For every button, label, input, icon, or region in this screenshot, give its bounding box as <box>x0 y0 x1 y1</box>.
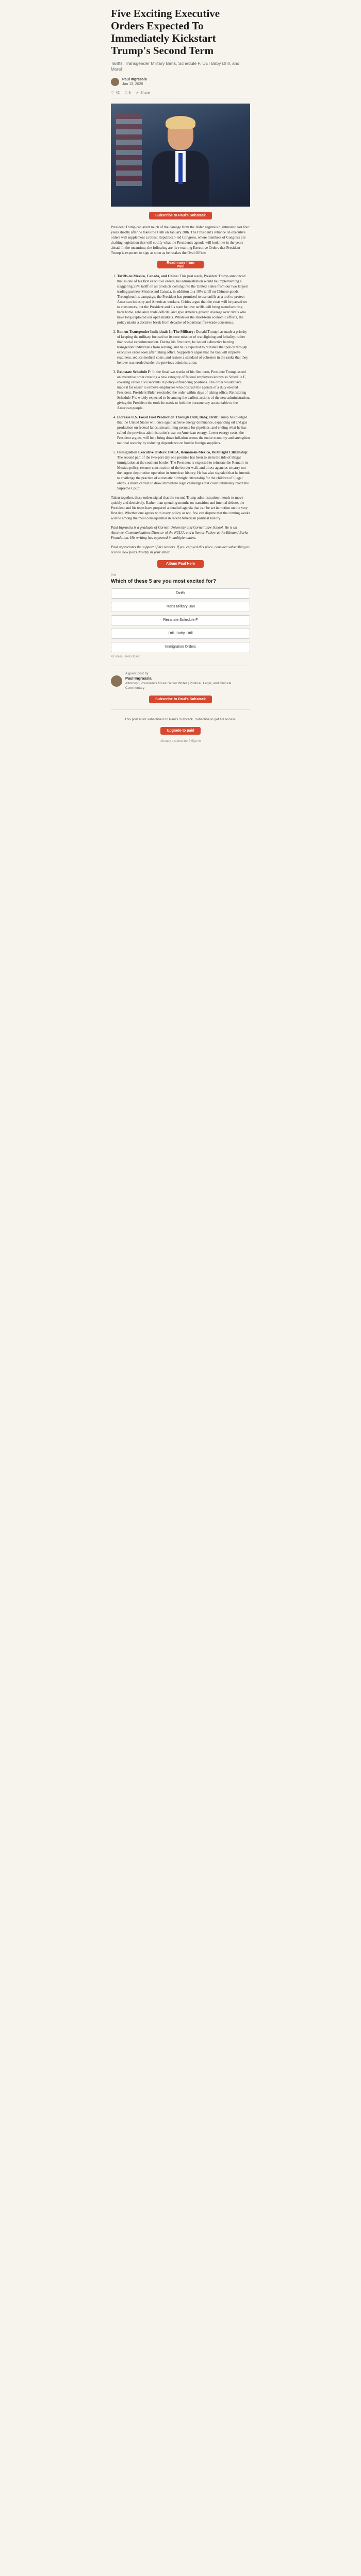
order-title: Immigration Executive Orders: DACA, Remain-in-Mexico, Birthright Citizenship: <box>117 450 249 454</box>
author-bio: Paul Ingrassia is a graduate of Cornell University and Cornell Law School. He is an Attorney, Communications Director of the NCLU, and a Senior Fellow at the Edmund Burke Foundation. His writing has appeared in multiple outlets. <box>111 526 249 540</box>
article-subtitle: Tariffs, Transgender Military Bans, Schedule F, DEI Baby Drill, and More! <box>111 61 240 72</box>
share-icon: ↗ <box>136 91 139 95</box>
article-column <box>111 0 250 743</box>
author-card-name[interactable]: Paul Ingrassia <box>125 676 152 681</box>
action-bar <box>111 91 250 98</box>
poll-label: Poll <box>111 574 117 577</box>
heart-icon: ♡ <box>111 91 114 95</box>
portrait-tie <box>178 153 183 184</box>
author-name[interactable]: Paul Ingrassia <box>122 78 147 81</box>
sign-in-note[interactable]: Already a subscriber? Sign in <box>160 740 201 743</box>
article-body <box>111 225 250 568</box>
order-text: Donald Trump has made a priority of keeping the military focused on its core mission of war-fighting and lethality, rather than social experimentation. During his first term, he issued a directive barring transgender individuals from serving, and he is expected to reinstate that policy through executive order soon after taking office. Supporters argue that the ban will improve readiness, reduce medical costs, and restore a standard of cohesion in the ranks that they believe was eroded under the previous administration. <box>117 330 248 365</box>
author-card-description: Attorney | President's future Senior Writer | Political, Legal, and Cultural Commentary <box>125 682 232 690</box>
order-text: In the final two weeks of his first term, President Trump issued an executive order creating a new category of federal employees known as Schedule F, covering career civil servants in policy-influencing positions. The order would have made it far easier to remove employees who obstruct the agenda of a duly elected President. President Biden rescinded the order within days of taking office. Reinstating Schedule F is widely expected to be among the earliest actions of the new administration, giving the President the tools he needs to hold the bureaucracy accountable to the American people. <box>117 370 250 410</box>
poll-question: Which of these 5 are you most excited for? <box>111 579 216 584</box>
upgrade-button[interactable]: Upgrade to paid <box>160 727 200 735</box>
order-title: Reinstate Schedule F: <box>117 370 152 374</box>
poll <box>111 574 250 658</box>
hero-image[interactable] <box>111 104 250 207</box>
portrait-figure <box>152 119 209 207</box>
share-button[interactable] <box>136 91 150 95</box>
author-card-text <box>125 671 250 690</box>
support-note: Paul appreciates the support of his readers. If you enjoyed this piece, consider subscribing to receive new posts directly in your inbox. <box>111 545 250 554</box>
closing-paragraph: Taken together, these orders signal that the second Trump administration intends to move quickly and decisively. Rather than spending months on transition and internal debate, the President and his team have prepared a detailed agenda that can be set in motion on the very first day. Whether one agrees with every policy or not, few can dispute that the coming weeks will be among the most consequential in recent American political history. <box>111 496 250 520</box>
order-title: Increase U.S. Fossil Fuel Production Through Drill, Baby, Drill: <box>117 415 218 419</box>
order-item <box>117 274 250 325</box>
order-text: This past week, President Trump announced that as one of his first executive orders, his administration would be implementing a staggering 25% tariff on all products coming into the United States from our two largest trading partners Mexico and Canada, in addition to a 10% tariff on Chinese goods. Throughout his campaign, the President has promised to use tariffs as a tool to protect American industry and American workers. Critics argue that the costs will be passed on to consumers, but the President and his team believe tariffs will bring manufacturing back home, rebalance trade deficits, and give America greater leverage over rivals who have long exploited our open markets. Whatever the short-term economic effects, the policy marks a decisive break from decades of bipartisan free-trade consensus. <box>117 274 248 325</box>
author-avatar[interactable] <box>111 78 119 86</box>
order-text: The second part of the two-part day one promise has been to stem the tide of illegal immigration at the southern border. The President is expected to reinstate the Remain-in-Mexico policy, resume construction of the border wall, and direct agencies to carry out the largest deportation operation in American history. He has also signaled that he intends to challenge the practice of automatic birthright citizenship for the children of illegal aliens, a move certain to draw immediate legal challenges that could ultimately reach the Supreme Court. <box>117 455 250 490</box>
order-title: Tariffs on Mexico, Canada, and China: <box>117 274 179 278</box>
intro-paragraph: President Trump can avert much of the damage from the Biden regime's nightmarish last four years shortly after he takes the Oath on January 20th. The President's reliance on executive orders will supplement a robust Republican-led Congress, where members of Congress are drafting legislation that will codify what the President's agenda will look like in the years ahead. In the meantime, the following are five exciting Executive Orders that President Trump is expected to sign as soon as he retakes the Oval Office: <box>111 225 250 255</box>
byline-text <box>122 77 146 87</box>
comment-count: 8 <box>128 91 131 95</box>
comment-button[interactable] <box>125 91 130 95</box>
author-card-label: A guest post by <box>125 672 149 675</box>
share-label: Share <box>140 91 150 95</box>
order-item <box>117 329 250 365</box>
orders-list <box>111 274 250 491</box>
flag-backdrop <box>116 114 142 186</box>
poll-option[interactable]: Tariffs <box>111 588 250 599</box>
author-card <box>111 666 250 690</box>
order-item <box>117 369 250 411</box>
read-more-button[interactable]: Read more from Paul <box>157 261 204 268</box>
byline <box>111 77 250 87</box>
subscribe-box <box>111 709 250 743</box>
publish-date: Jan 13, 2025 <box>122 82 143 86</box>
poll-meta: 42 votes · Poll closed <box>111 655 141 658</box>
album-button[interactable]: Album Paul Here <box>157 560 204 568</box>
order-title: Ban on Transgender Individuals In The Military: <box>117 330 195 334</box>
order-text: Trump has pledged that the United States will once again achieve energy dominance, expanding oil and gas production on federal lands, streamlining permits for pipelines, and ending what he has called the previous administration's war on American energy. Lower energy costs, the President argues, will help bring down inflation across the entire economy and strengthen national security by reducing dependence on hostile foreign suppliers. <box>117 415 250 445</box>
order-item <box>117 415 250 446</box>
subscribe-note: This post is for subscribers to Paul's Substack. Subscribe to get full access. <box>124 718 237 721</box>
poll-option[interactable]: Immigration Orders <box>111 642 250 652</box>
poll-option[interactable]: Trans Military Ban <box>111 602 250 612</box>
order-item <box>117 450 250 491</box>
like-button[interactable] <box>111 91 120 95</box>
subscribe-button-bottom[interactable]: Subscribe to Paul's Substack <box>149 696 212 703</box>
like-count: 42 <box>116 91 120 95</box>
author-card-avatar[interactable] <box>111 675 122 687</box>
portrait-hair <box>166 116 195 129</box>
subscribe-button[interactable]: Subscribe to Paul's Substack <box>149 212 212 219</box>
poll-option[interactable]: Reinstate Schedule F <box>111 615 250 625</box>
poll-option[interactable]: Drill, Baby, Drill <box>111 629 250 639</box>
article-title: Five Exciting Executive Orders Expected To Immediately Kickstart Trump's Second Term <box>111 7 220 57</box>
comment-icon: □ <box>125 91 127 95</box>
